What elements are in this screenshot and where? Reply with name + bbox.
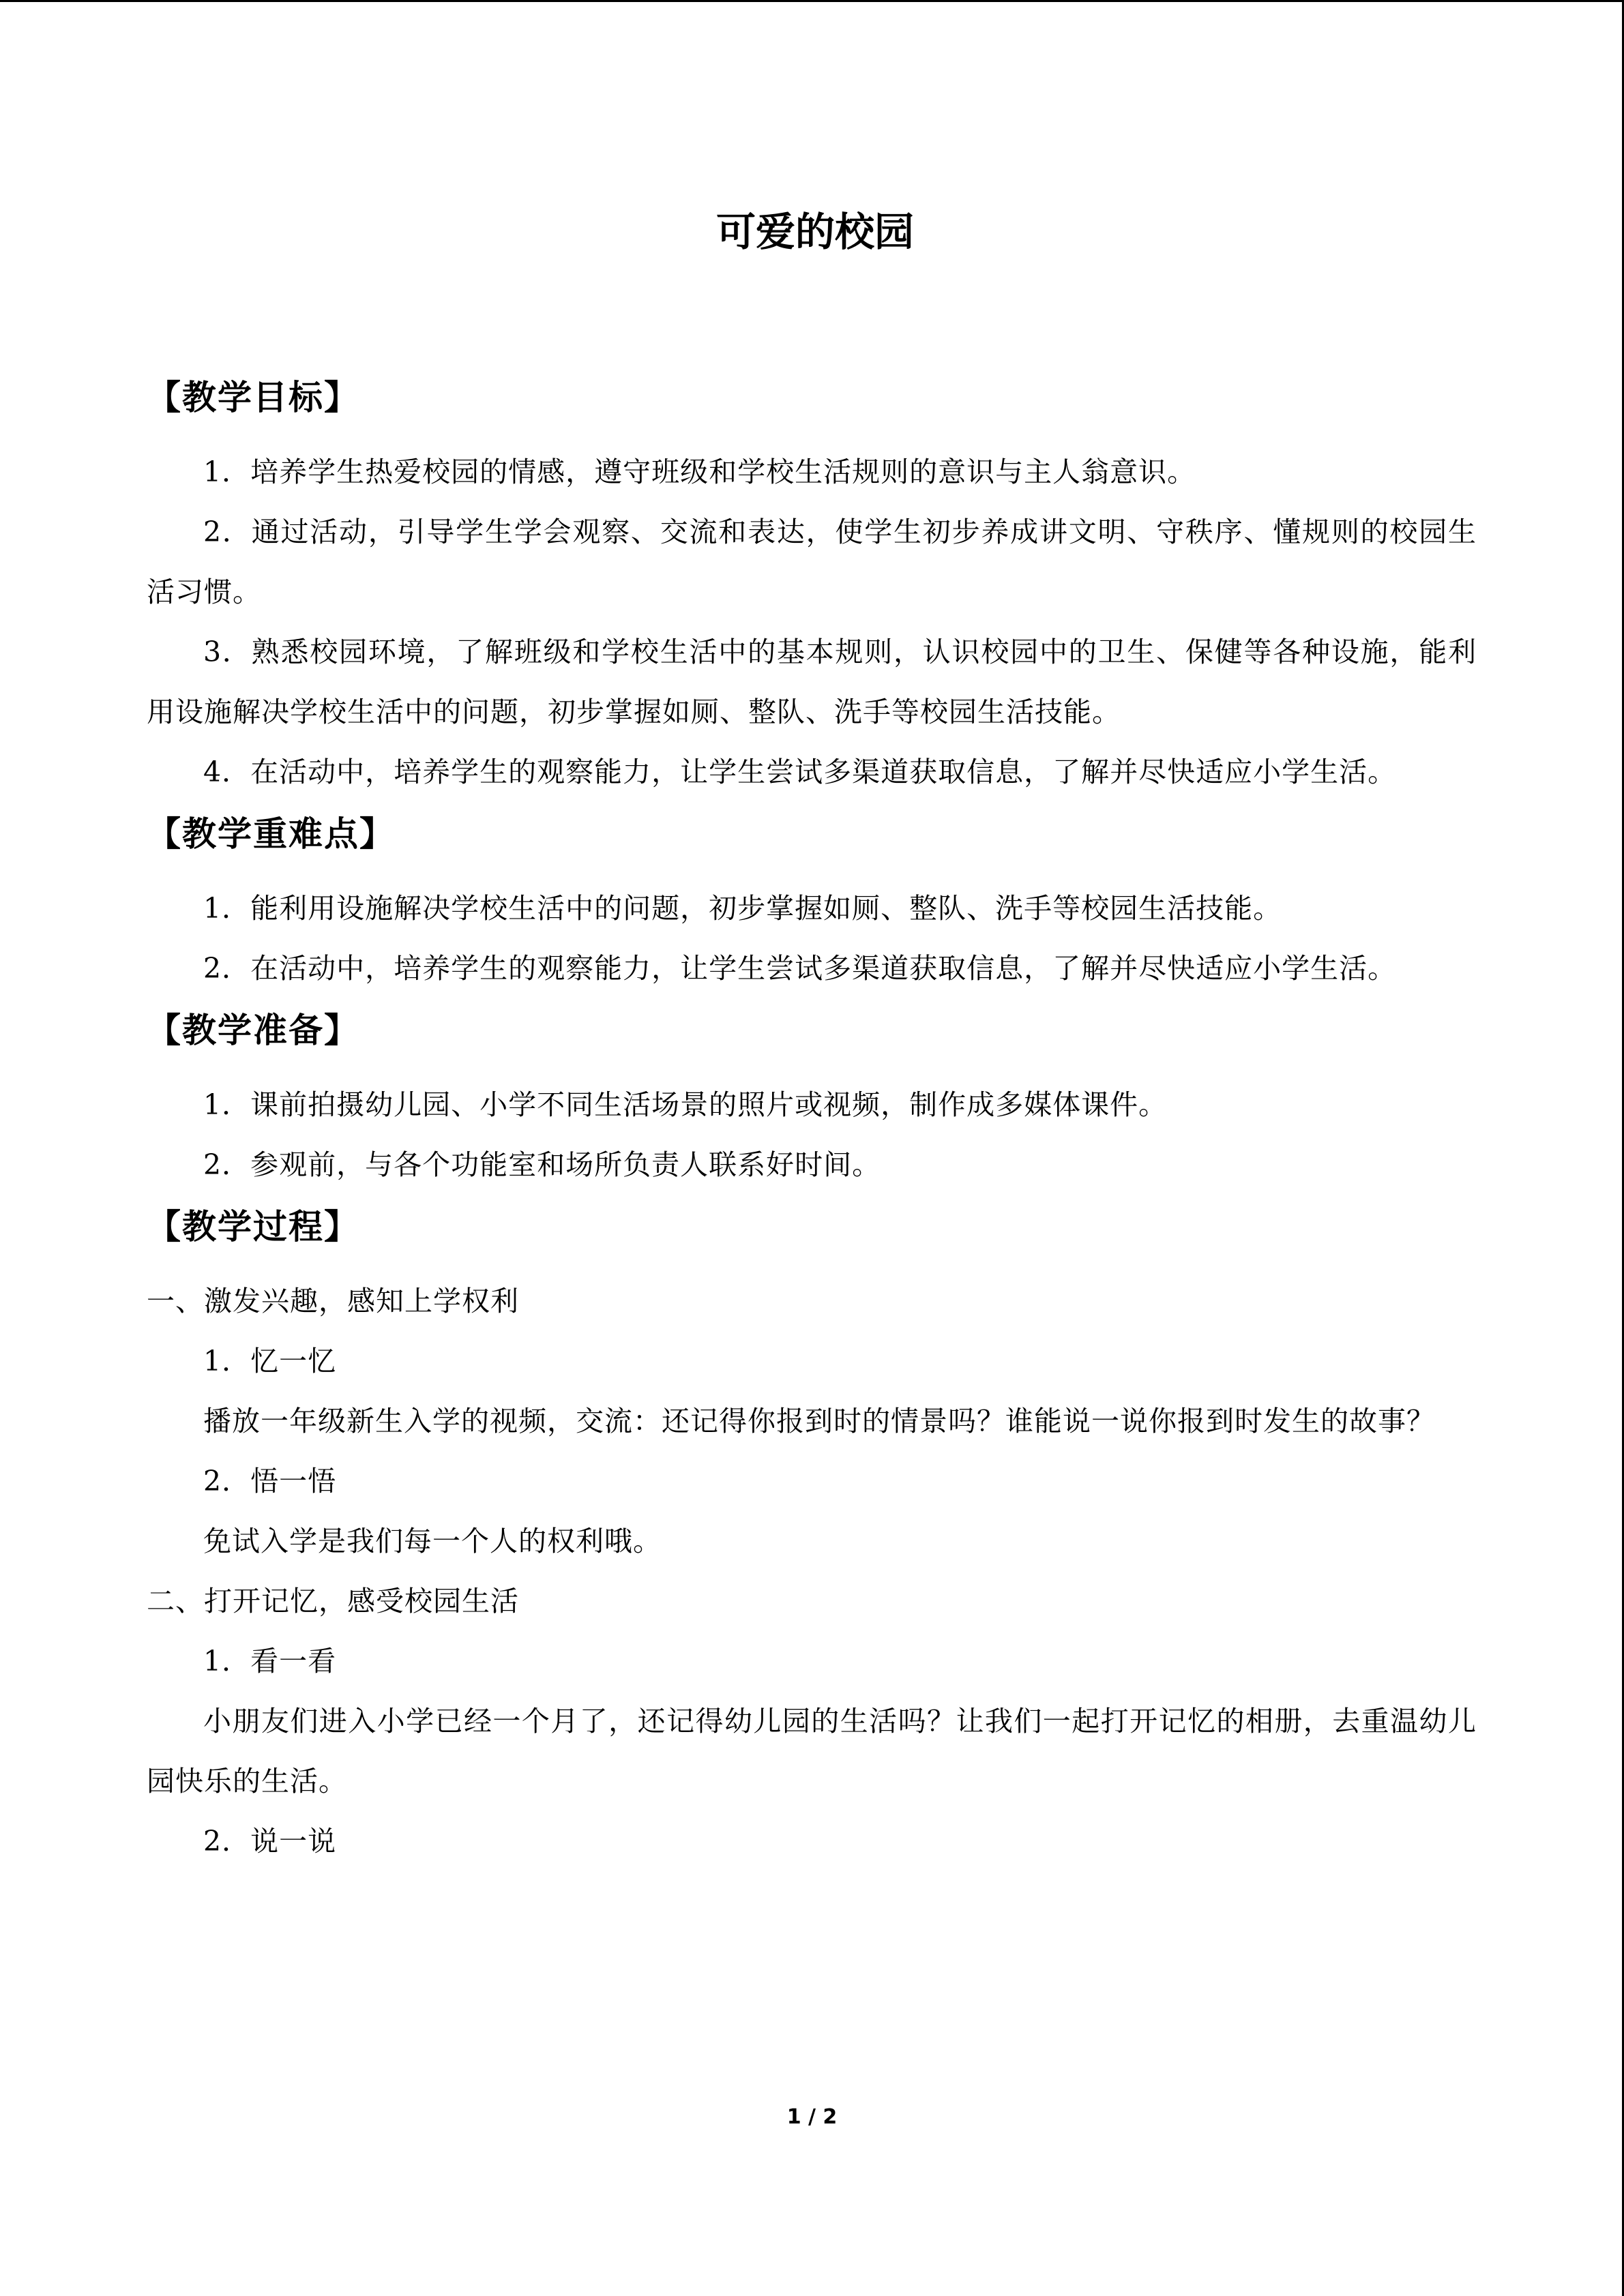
- section-heading: 【教学准备】: [147, 1011, 359, 1050]
- step-label: 2．悟一悟: [203, 1465, 337, 1497]
- paragraph: 免试入学是我们每一个人的权利哦。: [203, 1525, 662, 1557]
- section-heading: 【教学过程】: [147, 1207, 359, 1247]
- section-body: [147, 1075, 1477, 1195]
- page-top-border: [0, 0, 1624, 2]
- paragraph: 1．培养学生热爱校园的情感，遵守班级和学校生活规则的意识与主人翁意识。: [203, 456, 1196, 488]
- document-body: [147, 205, 1477, 1879]
- paragraph: 4．在活动中，培养学生的观察能力，让学生尝试多渠道获取信息，了解并尽快适应小学生活。: [203, 756, 1397, 788]
- document-title: 可爱的校园: [715, 209, 914, 255]
- step-label: 1．忆一忆: [203, 1345, 337, 1377]
- section-body: [147, 1271, 1477, 1871]
- paragraph: 3．熟悉校园环境，了解班级和学校生活中的基本规则，认识校园中的卫生、保健等各种设施，能利用设施解决学校生活中的问题，初步掌握如厕、整队、洗手等校园生活技能。: [147, 636, 1477, 728]
- section-body: [147, 878, 1477, 998]
- section-teaching-goals: [147, 374, 1477, 802]
- step-label: 2．说一说: [203, 1825, 337, 1858]
- paragraph: 1．课前拍摄幼儿园、小学不同生活场景的照片或视频，制作成多媒体课件。: [203, 1088, 1168, 1121]
- section-preparation: [147, 1007, 1477, 1195]
- section-body: [147, 442, 1477, 802]
- section-heading: 【教学重难点】: [147, 814, 395, 854]
- subheading: 一、激发兴趣，感知上学权利: [147, 1285, 519, 1317]
- section-heading: 【教学目标】: [147, 378, 359, 417]
- step-label: 1．看一看: [203, 1645, 337, 1678]
- section-teaching-process: [147, 1203, 1477, 1871]
- paragraph: 播放一年级新生入学的视频，交流：还记得你报到时的情景吗？谁能说一说你报到时发生的故事？: [203, 1405, 1435, 1437]
- paragraph: 小朋友们进入小学已经一个月了，还记得幼儿园的生活吗？让我们一起打开记忆的相册，去重温幼儿园快乐的生活。: [147, 1705, 1477, 1798]
- paragraph: 1．能利用设施解决学校生活中的问题，初步掌握如厕、整队、洗手等校园生活技能。: [203, 892, 1282, 925]
- section-key-difficulties: [147, 810, 1477, 998]
- paragraph: 2．在活动中，培养学生的观察能力，让学生尝试多渠道获取信息，了解并尽快适应小学生活。: [203, 952, 1397, 985]
- page-number: 1 / 2: [786, 2105, 838, 2129]
- paragraph: 2．通过活动，引导学生学会观察、交流和表达，使学生初步养成讲文明、守秩序、懂规则的校园生活习惯。: [147, 516, 1477, 608]
- paragraph: 2．参观前，与各个功能室和场所负责人联系好时间。: [203, 1148, 881, 1181]
- subheading: 二、打开记忆，感受校园生活: [147, 1585, 519, 1617]
